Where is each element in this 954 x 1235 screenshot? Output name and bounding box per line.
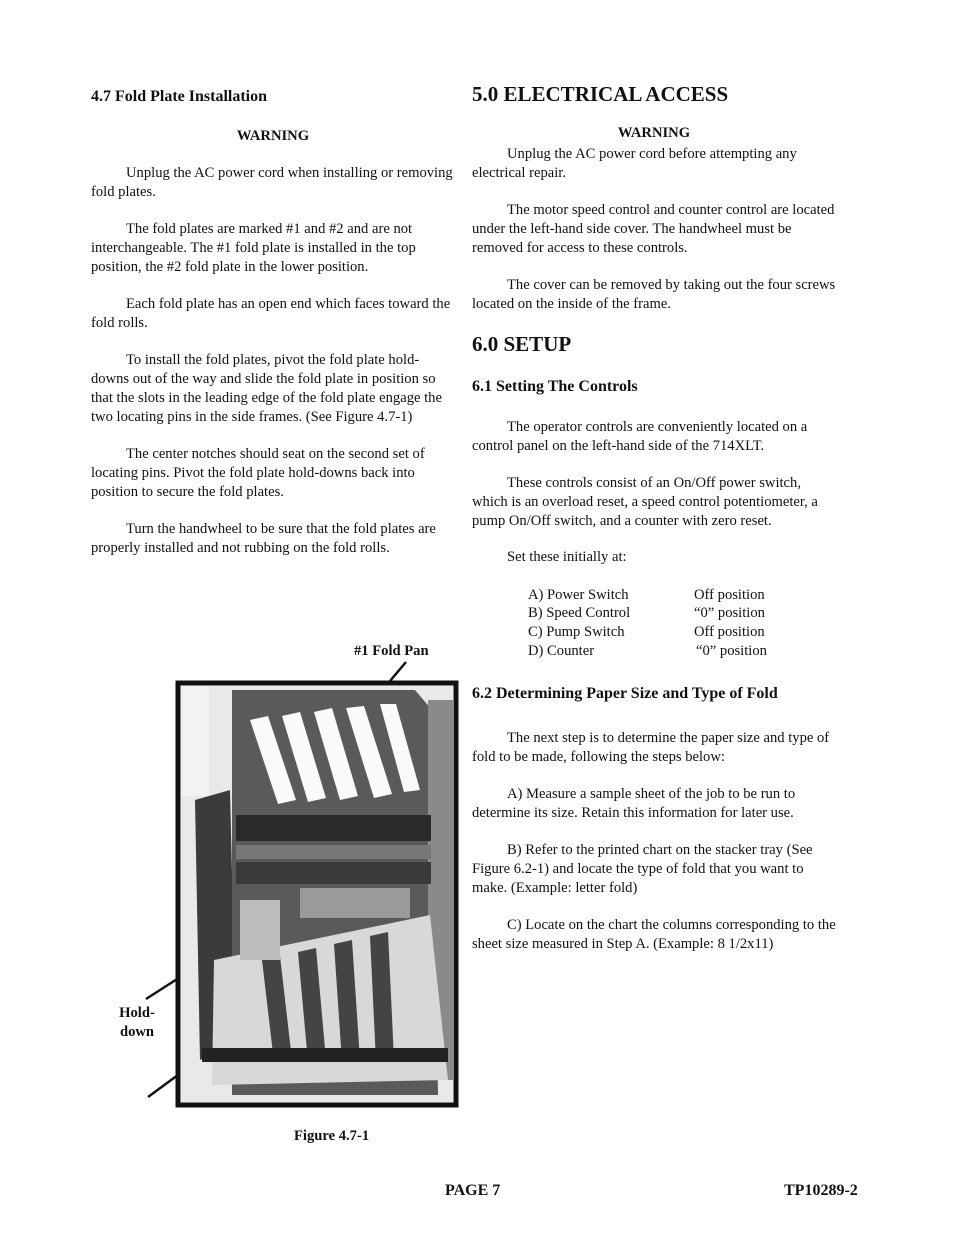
set-initially-text: Set these initially at:	[507, 549, 627, 565]
paragraph: Turn the handwheel to be sure that the fold plates are properly installed and not rubbing on the fold rolls.	[91, 521, 436, 556]
paper-body	[472, 729, 840, 954]
paragraph: The center notches should seat on the second set of locating pins. Pivot the fold plate hold-downs back into position to secure the fold plates.	[91, 446, 425, 500]
setting-value: “0” position	[694, 605, 765, 621]
section-heading-4-7: 4.7 Fold Plate Installation	[91, 88, 268, 105]
figure-caption: Figure 4.7-1	[294, 1128, 370, 1144]
page-number: PAGE 7	[445, 1182, 501, 1199]
paragraph: C) Locate on the chart the columns corresponding to the sheet size measured in Step A. (Example: 8 1/2x11)	[472, 917, 836, 952]
paragraph: Each fold plate has an open end which faces toward the fold rolls.	[91, 296, 451, 331]
setting-value: “0” position	[696, 643, 767, 659]
controls-body	[472, 418, 838, 531]
setting-value: Off position	[694, 587, 765, 603]
setting-value: Off position	[694, 624, 765, 640]
paragraph: Unplug the AC power cord when installing or removing fold plates.	[91, 165, 453, 200]
figure-label-fold-pan: #1 Fold Pan	[354, 643, 429, 659]
paragraph: The fold plates are marked #1 and #2 and are not interchangeable. The #1 fold plate is installed in the top position, the #2 fold plate in the lower position.	[91, 221, 416, 275]
warning-label: WARNING	[617, 125, 691, 141]
paragraph: The motor speed control and counter control are located under the left-hand side cover. The handwheel must be removed for access to these controls.	[472, 202, 835, 256]
section-heading-6-0: 6.0 SETUP	[472, 332, 572, 356]
paragraph: To install the fold plates, pivot the fold plate hold-downs out of the way and slide the fold plate in position so that the slots in the leading edge of the fold plate engage the two locating pins in the side frames. (See Figure 4.7-1)	[91, 352, 442, 425]
electrical-body	[472, 145, 838, 314]
paragraph: The cover can be removed by taking out the four screws located on the inside of the frame.	[472, 277, 836, 312]
paragraph: The next step is to determine the paper size and type of fold to be made, following the steps below:	[472, 730, 830, 765]
setting-item: A) Power Switch	[528, 587, 629, 603]
warning-label: WARNING	[236, 128, 310, 144]
paragraph: The operator controls are conveniently located on a control panel on the left-hand side of the 714XLT.	[472, 419, 808, 454]
setting-item: D) Counter	[528, 643, 595, 659]
label-line: down	[119, 1024, 155, 1040]
section-heading-6-2: 6.2 Determining Paper Size and Type of Fold	[472, 685, 778, 702]
label-line: Hold-	[119, 1005, 155, 1021]
document-id: TP10289-2	[784, 1182, 858, 1199]
paragraph: Unplug the AC power cord before attempting any electrical repair.	[472, 146, 797, 181]
section-heading-6-1: 6.1 Setting The Controls	[472, 378, 638, 395]
setting-item: C) Pump Switch	[528, 624, 625, 640]
paragraph: These controls consist of an On/Off power switch, which is an overload reset, a speed control potentiometer, a pump On/Off switch, and a counter with zero reset.	[472, 475, 818, 529]
paragraph: A) Measure a sample sheet of the job to be run to determine its size. Retain this information for later use.	[472, 786, 796, 821]
paragraph: B) Refer to the printed chart on the stacker tray (See Figure 6.2-1) and locate the type of fold that you want to make. (Example: letter fold)	[472, 842, 813, 896]
section-heading-5-0: 5.0 ELECTRICAL ACCESS	[472, 82, 729, 106]
setting-item: B) Speed Control	[528, 605, 631, 621]
